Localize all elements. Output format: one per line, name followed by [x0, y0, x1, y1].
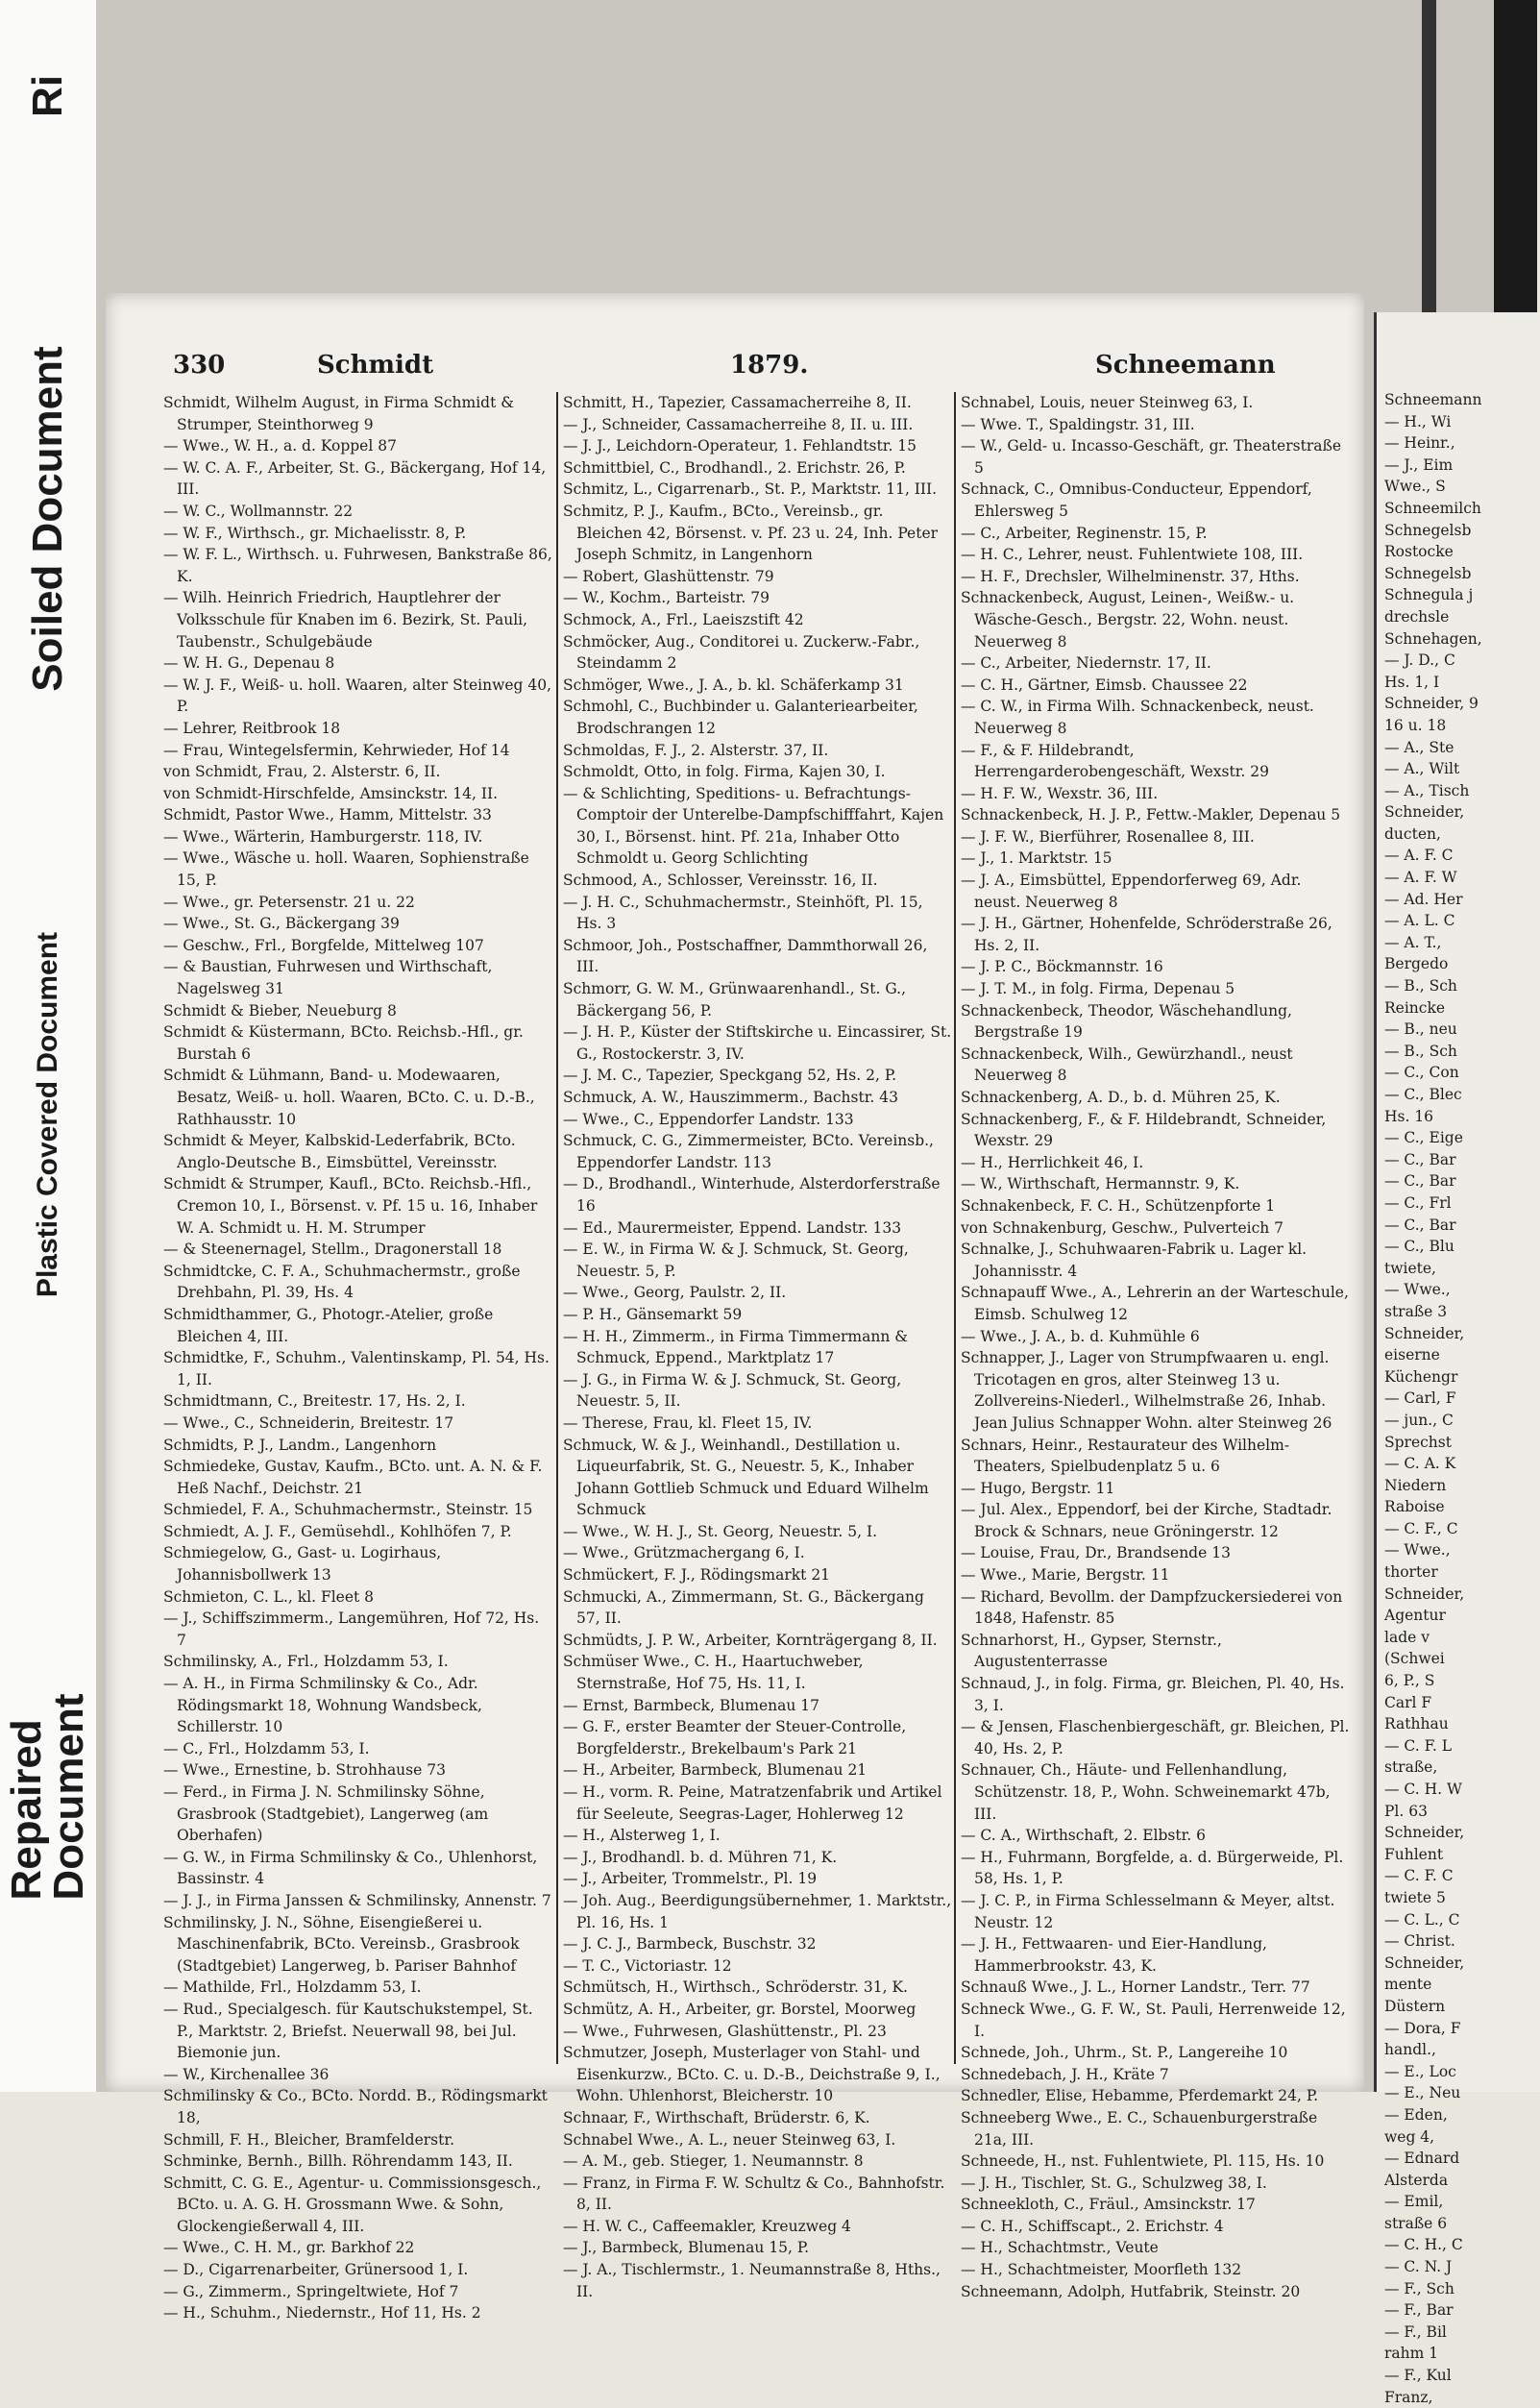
- directory-entry: — & Baustian, Fuhrwesen und Wirthschaft, Nagelsweg 31: [163, 958, 493, 998]
- directory-entry: — Wwe., St. G., Bäckergang 39: [163, 915, 400, 933]
- margin-label-repaired-line1: Repaired: [3, 1719, 50, 1901]
- directory-entry: Schmoldas, F. J., 2. Alsterstr. 37, II.: [563, 741, 829, 759]
- directory-entry: — J. A., Tischlermstr., 1. Neumannstraße 8, Hths., II.: [563, 2261, 941, 2300]
- facing-page-line: straße 6: [1384, 2214, 1448, 2232]
- directory-entry: Schmutzer, Joseph, Musterlager von Stahl- und Eisenkurzw., BCto. C. u. D.-B., Deichstraße 9, I., Wohn. Uhlenhorst, Bleicherstr. 10: [563, 2044, 941, 2105]
- facing-page-line: — Ad. Her: [1384, 890, 1463, 908]
- facing-page-line: — A. T.,: [1384, 933, 1442, 951]
- directory-entry: Schnedler, Elise, Hebamme, Pferdemarkt 24, P.: [961, 2087, 1319, 2105]
- facing-page-line: Schneider,: [1384, 1824, 1465, 1842]
- facing-page-line: — C., Blec: [1384, 1086, 1462, 1103]
- directory-entry: Schmidthammer, G., Photogr.-Atelier, große Bleichen 4, III.: [163, 1305, 494, 1345]
- directory-entry: — W., Kirchenallee 36: [163, 2065, 330, 2083]
- directory-entry: — Ferd., in Firma J. N. Schmilinsky Söhne, Grasbrook (Stadtgebiet), Langerweg (am Oberhafen): [163, 1783, 489, 1845]
- directory-entry: — H. H., Zimmerm., in Firma Timmermann & Schmuck, Eppend., Marktplatz 17: [563, 1327, 909, 1367]
- facing-page-line: — A., Ste: [1384, 738, 1454, 756]
- directory-entry: Schmüdts, J. P. W., Arbeiter, Kornträgergang 8, II.: [563, 1631, 938, 1649]
- facing-page-line: — jun., C: [1384, 1411, 1454, 1429]
- facing-page-line: Hs. 1, I: [1384, 673, 1440, 691]
- directory-entry: — W., Kochm., Barteistr. 79: [563, 589, 770, 607]
- facing-page-line: eiserne: [1384, 1346, 1440, 1364]
- directory-entry: Schmuck, C. G., Zimmermeister, BCto. Vereinsb., Eppendorfer Landstr. 113: [563, 1132, 934, 1171]
- facing-page-column: [1384, 389, 1482, 2408]
- directory-entry: Schmood, A., Schlosser, Vereinsstr. 16, II.: [563, 872, 878, 890]
- facing-page-line: — C., Bar: [1384, 1216, 1456, 1234]
- facing-page-line: Franz,: [1384, 2388, 1433, 2406]
- facing-page-line: — H., Wi: [1384, 412, 1452, 430]
- directory-entry: — H., Fuhrmann, Borgfelde, a. d. Bürgerweide, Pl. 58, Hs. 1, P.: [961, 1848, 1344, 1888]
- page-header: [173, 351, 1335, 385]
- directory-entry: Schmohl, C., Buchbinder u. Galanteriearbeiter, Brodschrangen 12: [563, 698, 918, 737]
- directory-entry: — W. F., Wirthsch., gr. Michaelisstr. 8, P.: [163, 524, 467, 542]
- directory-entry: Schmidt & Küstermann, BCto. Reichsb.-Hfl., gr. Burstah 6: [163, 1023, 524, 1063]
- facing-page-line: — E., Loc: [1384, 2062, 1456, 2080]
- directory-entry: Schnackenbeck, Wilh., Gewürzhandl., neust Neuerweg 8: [961, 1044, 1293, 1085]
- directory-entry: — C. W., in Firma Wilh. Schnackenbeck, neust. Neuerweg 8: [961, 698, 1314, 737]
- directory-entry: — W., Geld- u. Incasso-Geschäft, gr. Theaterstraße 5: [961, 437, 1341, 477]
- facing-page-line: straße 3: [1384, 1302, 1448, 1320]
- facing-page-line: Küchengr: [1384, 1367, 1458, 1386]
- directory-entry: — Lehrer, Reitbrook 18: [163, 719, 341, 737]
- directory-entry: Schmittbiel, C., Brodhandl., 2. Erichstr. 26, P.: [563, 458, 906, 477]
- directory-entry: — & Jensen, Flaschenbiergeschäft, gr. Bleichen, Pl. 40, Hs. 2, P.: [961, 1718, 1350, 1757]
- directory-entry: Schnaar, F., Wirthschaft, Brüderstr. 6, K.: [563, 2108, 870, 2126]
- facing-page-line: Schneider,: [1384, 1585, 1465, 1603]
- directory-entry: — H., vorm. R. Peine, Matratzenfabrik und Artikel für Seeleute, Seegras-Lager, Hohlerweg 12: [563, 1783, 942, 1823]
- scan-edge: [1494, 0, 1537, 317]
- facing-page-line: — Heinr.,: [1384, 434, 1455, 453]
- facing-page-line: Rostocke: [1384, 543, 1454, 561]
- directory-entry: — H., Schuhm., Niedernstr., Hof 11, Hs. 2: [163, 2304, 481, 2322]
- facing-page-line: twiete,: [1384, 1259, 1436, 1277]
- facing-page-line: Hs. 16: [1384, 1107, 1434, 1125]
- directory-entry: — W. C., Wollmannstr. 22: [163, 502, 354, 520]
- margin-label-soiled: Soiled Document: [24, 346, 71, 692]
- directory-entry: Schmitz, L., Cigarrenarb., St. P., Marktstr. 11, III.: [563, 480, 938, 499]
- column-2: [563, 392, 952, 2300]
- facing-page-line: — C., Blu: [1384, 1238, 1454, 1256]
- directory-entry: Schmitt, C. G. E., Agentur- u. Commissionsgesch., BCto. u. A. G. H. Grossmann Wwe. & Sohn, Glockengießerwall 4, III.: [163, 2174, 542, 2235]
- margin-label-repaired-line2: Document: [45, 1693, 92, 1901]
- directory-entry: — W. C. A. F., Arbeiter, St. G., Bäckergang, Hof 14, III.: [163, 458, 547, 499]
- binding-shadow: [1422, 0, 1436, 317]
- directory-entry: — J. H. C., Schuhmachermstr., Steinhöft, Pl. 15, Hs. 3: [563, 893, 923, 933]
- directory-entry: Schmoldt, Otto, in folg. Firma, Kajen 30, I.: [563, 763, 886, 781]
- left-running-head: Schmidt: [317, 351, 434, 380]
- facing-page-line: — A. F. C: [1384, 847, 1454, 865]
- facing-page-line: Schneemann: [1384, 391, 1482, 408]
- directory-entry: — G. F., erster Beamter der Steuer-Controlle, Borgfelderstr., Brekelbaum's Park 21: [563, 1718, 907, 1757]
- directory-entry: — Wwe., Grützmachergang 6, I.: [563, 1544, 805, 1562]
- directory-entry: — Hugo, Bergstr. 11: [961, 1479, 1115, 1497]
- directory-entry: Schnedebach, J. H., Kräte 7: [961, 2065, 1169, 2083]
- facing-page-line: — B., Sch: [1384, 1042, 1457, 1060]
- facing-page-line: Schneemilch: [1384, 499, 1481, 517]
- directory-entry: — H. F. W., Wexstr. 36, III.: [961, 784, 1159, 802]
- directory-entry: — Jul. Alex., Eppendorf, bei der Kirche, Stadtadr. Brock & Schnars, neue Gröningerstr. 12: [961, 1501, 1332, 1540]
- margin-label-top: Ri: [24, 75, 71, 117]
- directory-entry: — Wwe., W. H. J., St. Georg, Neuestr. 5, I.: [563, 1522, 877, 1540]
- facing-page-line: — B., Sch: [1384, 977, 1457, 995]
- facing-page-line: — F., Sch: [1384, 2279, 1454, 2297]
- directory-entry: Schmucki, A., Zimmermann, St. G., Bäckergang 57, II.: [563, 1587, 924, 1628]
- directory-entry: — W., Wirthschaft, Hermannstr. 9, K.: [961, 1175, 1240, 1193]
- directory-entry: Schmütz, A. H., Arbeiter, gr. Borstel, Moorweg: [563, 2000, 917, 2018]
- directory-entry: — J., Schneider, Cassamacherreihe 8, II. u. III.: [563, 415, 914, 433]
- facing-page-line: — Wwe.,: [1384, 1281, 1451, 1299]
- directory-entry: Schnackenberg, A. D., b. d. Mühren 25, K.: [961, 1089, 1281, 1106]
- directory-entry: — D., Brodhandl., Winterhude, Alsterdorferstraße 16: [563, 1175, 941, 1215]
- directory-entry: — C., Arbeiter, Reginenstr. 15, P.: [961, 524, 1208, 542]
- directory-entry: — J. H., Gärtner, Hohenfelde, Schröderstraße 26, Hs. 2, II.: [961, 915, 1332, 954]
- directory-entry: Schnalke, J., Schuhwaaren-Fabrik u. Lager kl. Johannisstr. 4: [961, 1241, 1308, 1280]
- directory-entry: — J. H. P., Küster der Stiftskirche u. Eincassirer, St. G., Rostockerstr. 3, IV.: [563, 1023, 952, 1063]
- facing-page-line: weg 4,: [1384, 2127, 1435, 2146]
- column-rule: [556, 392, 558, 2064]
- facing-page-line: — C. F. C: [1384, 1867, 1454, 1885]
- facing-page-line: Reincke: [1384, 998, 1446, 1017]
- column-3: [961, 392, 1350, 2300]
- directory-entry: Schmoor, Joh., Postschaffner, Dammthorwall 26, III.: [563, 936, 928, 976]
- directory-entry: Schmilinsky, J. N., Söhne, Eisengießerei u. Maschinenfabrik, BCto. Vereinsb., Grasbrook (Stadtgebiet) Langerweg, b. Pariser Bahnhof: [163, 1913, 520, 1975]
- facing-page-line: 6, P., S: [1384, 1672, 1435, 1690]
- facing-page-line: — Carl, F: [1384, 1389, 1456, 1408]
- directory-entry: — G., Zimmerm., Springeltwiete, Hof 7: [163, 2282, 459, 2300]
- directory-entry: von Schnakenburg, Geschw., Pulverteich 7: [961, 1218, 1284, 1237]
- directory-entry: — Wwe. T., Spaldingstr. 31, III.: [961, 415, 1195, 433]
- directory-entry: — C. H., Schiffscapt., 2. Erichstr. 4: [961, 2217, 1224, 2235]
- facing-page-line: Rathhau: [1384, 1715, 1449, 1733]
- facing-page-line: Schneider, 9: [1384, 695, 1479, 713]
- facing-page-line: Wwe., S: [1384, 478, 1446, 496]
- facing-page-line: — Dora, F: [1384, 2019, 1461, 2037]
- directory-entry: — Therese, Frau, kl. Fleet 15, IV.: [563, 1413, 813, 1432]
- facing-page-line: — A., Wilt: [1384, 760, 1460, 778]
- facing-page-line: — F., Bar: [1384, 2301, 1454, 2320]
- facing-page-line: mente: [1384, 1976, 1432, 1994]
- facing-page-line: — Christ.: [1384, 1932, 1455, 1951]
- directory-entry: — J. A., Eimsbüttel, Eppendorferweg 69, Adr. neust. Neuerweg 8: [961, 872, 1302, 911]
- directory-entry: — Wwe., Fuhrwesen, Glashüttenstr., Pl. 23: [563, 2022, 887, 2040]
- directory-entry: Schnede, Joh., Uhrm., St. P., Langereihe 10: [961, 2044, 1288, 2062]
- directory-entry: — H., Alsterweg 1, I.: [563, 1827, 721, 1845]
- facing-page-line: — B., neu: [1384, 1020, 1457, 1039]
- directory-entry: — J. C. J., Barmbeck, Buschstr. 32: [563, 1935, 817, 1953]
- directory-entry: — G. W., in Firma Schmilinsky & Co., Uhlenhorst, Bassinstr. 4: [163, 1848, 538, 1888]
- directory-entry: Schmidtmann, C., Breitestr. 17, Hs. 2, I.: [163, 1392, 466, 1411]
- directory-entry: Schnackenberg, F., & F. Hildebrandt, Schneider, Wexstr. 29: [961, 1110, 1327, 1150]
- facing-page-line: Raboise: [1384, 1498, 1445, 1516]
- facing-page-line: — A., Tisch: [1384, 781, 1470, 799]
- directory-entry: Schmüser Wwe., C. H., Haartuchweber, Sternstraße, Hof 75, Hs. 11, I.: [563, 1653, 864, 1693]
- facing-page-line: Schnegula j: [1384, 586, 1474, 604]
- facing-page-line: Alsterda: [1384, 2171, 1449, 2189]
- facing-page-line: twiete 5: [1384, 1888, 1446, 1906]
- directory-entry: — P. H., Gänsemarkt 59: [563, 1305, 743, 1323]
- directory-entry: Schnarhorst, H., Gypser, Sternstr., Augustenterrasse: [961, 1631, 1222, 1671]
- facing-page-line: 16 u. 18: [1384, 716, 1447, 734]
- directory-entry: — J. G., in Firma W. & J. Schmuck, St. Georg, Neuestr. 5, II.: [563, 1370, 902, 1411]
- directory-entry: — W. J. F., Weiß- u. holl. Waaren, alter Steinweg 40, P.: [163, 676, 552, 716]
- facing-page-line: — C., Eige: [1384, 1129, 1463, 1147]
- facing-page-line: Agentur: [1384, 1607, 1446, 1625]
- directory-entry: Schmückert, F. J., Rödingsmarkt 21: [563, 1566, 831, 1585]
- directory-entry: — J. H., Tischler, St. G., Schulzweg 38, I.: [961, 2174, 1267, 2192]
- directory-entry: Schmuck, W. & J., Weinhandl., Destillation u. Liqueurfabrik, St. G., Neuestr. 5, K., Inhaber Johann Gottlieb Schmuck und Eduard Wilhelm Schmuck: [563, 1436, 929, 1519]
- facing-page-line: Niedern: [1384, 1476, 1447, 1494]
- facing-page-line: — F., Kul: [1384, 2367, 1452, 2385]
- facing-page-line: ducten,: [1384, 824, 1441, 843]
- directory-entry: — T. C., Victoriastr. 12: [563, 1956, 732, 1975]
- directory-entry: Schmöcker, Aug., Conditorei u. Zuckerw.-Fabr., Steindamm 2: [563, 632, 920, 673]
- directory-entry: — J., Barmbeck, Blumenau 15, P.: [563, 2239, 810, 2257]
- directory-page: [106, 293, 1364, 2322]
- directory-entry: Schmidt, Wilhelm August, in Firma Schmidt & Strumper, Steinthorweg 9: [163, 394, 515, 433]
- directory-entry: — Wwe., J. A., b. d. Kuhmühle 6: [961, 1327, 1200, 1345]
- directory-entry: Schmieton, C. L., kl. Fleet 8: [163, 1587, 375, 1606]
- directory-entry: — Wwe., gr. Petersenstr. 21 u. 22: [163, 893, 415, 911]
- facing-page-line: — C. F. L: [1384, 1736, 1453, 1755]
- directory-entry: Schmiedeke, Gustav, Kaufm., BCto. unt. A. N. & F. Heß Nachf., Deichstr. 21: [163, 1458, 543, 1497]
- directory-entry: Schmiegelow, G., Gast- u. Logirhaus, Johannisbollwerk 13: [163, 1544, 442, 1585]
- facing-page-line: — C., Bar: [1384, 1150, 1456, 1168]
- directory-entry: — Mathilde, Frl., Holzdamm 53, I.: [163, 1978, 422, 1997]
- column-1: [163, 392, 552, 2322]
- facing-page-line: — J., Eim: [1384, 455, 1454, 474]
- directory-entry: Schneede, H., nst. Fuhlentwiete, Pl. 115, Hs. 10: [961, 2152, 1325, 2171]
- directory-entry: — J., Brodhandl. b. d. Mühren 71, K.: [563, 1848, 838, 1866]
- directory-entry: — F., & F. Hildebrandt, Herrengarderobengeschäft, Wexstr. 29: [961, 741, 1269, 781]
- directory-entry: Schnabel, Louis, neuer Steinweg 63, I.: [961, 394, 1254, 411]
- directory-entry: — A. H., in Firma Schmilinsky & Co., Adr. Rödingsmarkt 18, Wohnung Wandsbeck, Schillerstr. 10: [163, 1675, 482, 1736]
- facing-page-line: lade v: [1384, 1628, 1430, 1646]
- margin-label-plastic: Plastic Covered Document: [32, 931, 63, 1298]
- facing-page-line: Fuhlent: [1384, 1845, 1444, 1863]
- directory-entry: — Franz, in Firma F. W. Schultz & Co., Bahnhofstr. 8, II.: [563, 2174, 945, 2214]
- directory-entry: Schnauer, Ch., Häute- und Fellenhandlung, Schützenstr. 18, P., Wohn. Schweinemarkt 47b, III.: [961, 1761, 1331, 1823]
- facing-page-line: Bergedo: [1384, 955, 1449, 973]
- facing-page-line: — C. L., C: [1384, 1910, 1460, 1929]
- directory-entry: Schmiedt, A. J. F., Gemüsehdl., Kohlhöfen 7, P.: [163, 1522, 512, 1540]
- directory-entry: — J. J., Leichdorn-Operateur, 1. Fehlandtstr. 15: [563, 437, 917, 455]
- directory-entry: Schmütsch, H., Wirthsch., Schröderstr. 31, K.: [563, 1978, 908, 1997]
- directory-entry: — J. H., Fettwaaren- und Eier-Handlung, Hammerbrookstr. 43, K.: [961, 1935, 1267, 1975]
- facing-page-line: — C. A. K: [1384, 1455, 1456, 1473]
- directory-entry: Schmöger, Wwe., J. A., b. kl. Schäferkamp 31: [563, 676, 904, 694]
- directory-entry: — H., Arbeiter, Barmbeck, Blumenau 21: [563, 1761, 868, 1780]
- directory-entry: — Geschw., Frl., Borgfelde, Mittelweg 107: [163, 936, 484, 954]
- directory-entry: — C., Frl., Holzdamm 53, I.: [163, 1739, 370, 1757]
- facing-page-line: handl.,: [1384, 2041, 1436, 2059]
- directory-entry: Schneemann, Adolph, Hutfabrik, Steinstr. 20: [961, 2282, 1301, 2300]
- year-heading: 1879.: [730, 351, 809, 380]
- facing-page-line: Pl. 63: [1384, 1802, 1428, 1820]
- directory-entry: — J. F. W., Bierführer, Rosenallee 8, III.: [961, 827, 1255, 846]
- margin-labels: [0, 0, 96, 2092]
- facing-page-line: Schneider,: [1384, 1953, 1465, 1972]
- facing-page-line: straße,: [1384, 1758, 1438, 1777]
- facing-page-line: Schnegelsb: [1384, 564, 1472, 582]
- directory-entry: Schmitz, P. J., Kaufm., BCto., Vereinsb., gr. Bleichen 42, Börsenst. v. Pf. 23 u. 24, Inh. Peter Joseph Schmitz, in Langenhorn: [563, 502, 939, 564]
- facing-page-line: Schneider,: [1384, 1324, 1465, 1342]
- directory-entry: — Louise, Frau, Dr., Brandsende 13: [961, 1544, 1231, 1562]
- directory-entry: — Wwe., Marie, Bergstr. 11: [961, 1566, 1170, 1585]
- facing-page-line: — C., Con: [1384, 1064, 1459, 1082]
- directory-entry: — H. W. C., Caffeemakler, Kreuzweg 4: [563, 2217, 851, 2235]
- facing-page-line: — C. N. J: [1384, 2258, 1453, 2276]
- directory-entry: — Wwe., C. H. M., gr. Barkhof 22: [163, 2239, 415, 2257]
- facing-page-line: Düstern: [1384, 1997, 1446, 2015]
- directory-entry: — D., Cigarrenarbeiter, Grünersood 1, I.: [163, 2261, 469, 2279]
- facing-page-line: — C. H., C: [1384, 2236, 1463, 2254]
- facing-page-line: — Wwe.,: [1384, 1541, 1451, 1560]
- directory-entry: — A. M., geb. Stieger, 1. Neumannstr. 8: [563, 2152, 864, 2171]
- directory-entry: Schnackenbeck, August, Leinen-, Weißw.- u. Wäsche-Gesch., Bergstr. 22, Wohn. neust. Neuerweg 8: [961, 589, 1295, 651]
- directory-entry: von Schmidt, Frau, 2. Alsterstr. 6, II.: [163, 763, 441, 781]
- directory-entry: Schmuck, A. W., Hauszimmerm., Bachstr. 43: [563, 1089, 898, 1106]
- directory-entry: — Wwe., W. H., a. d. Koppel 87: [163, 437, 397, 455]
- column-rule: [954, 392, 956, 2064]
- directory-entry: Schmorr, G. W. M., Grünwaarenhandl., St. G., Bäckergang 56, P.: [563, 980, 907, 1020]
- directory-entry: — J., 1. Marktstr. 15: [961, 849, 1112, 868]
- facing-page-line: thorter: [1384, 1563, 1438, 1582]
- facing-page-line: — Ednard: [1384, 2150, 1460, 2168]
- facing-page-line: — C., Frl: [1384, 1193, 1452, 1212]
- directory-entry: — J. T. M., in folg. Firma, Depenau 5: [961, 980, 1235, 998]
- facing-page-line: — Emil,: [1384, 2193, 1444, 2211]
- directory-entry: — C. H., Gärtner, Eimsb. Chaussee 22: [961, 676, 1248, 694]
- margin-label-repaired: [3, 1693, 92, 1901]
- directory-entry: — H. C., Lehrer, neust. Fuhlentwiete 108, III.: [961, 546, 1304, 564]
- directory-entry: Schmidt & Strumper, Kaufl., BCto. Reichsb.-Hfl., Cremon 10, I., Börsenst. v. Pf. 15 u. 16, Inhaber W. A. Schmidt u. H. M. Strumper: [163, 1175, 538, 1237]
- directory-entry: Schmidt & Bieber, Neueburg 8: [163, 1001, 397, 1020]
- directory-entry: Schnackenbeck, Theodor, Wäschehandlung, Bergstraße 19: [961, 1001, 1292, 1042]
- directory-entry: Schmill, F. H., Bleicher, Bramfelderstr.: [163, 2130, 454, 2149]
- directory-entry: — H., Herrlichkeit 46, I.: [961, 1153, 1144, 1171]
- directory-entry: Schneeberg Wwe., E. C., Schauenburgerstraße 21a, III.: [961, 2108, 1318, 2149]
- facing-page-line: Schnehagen,: [1384, 629, 1482, 648]
- facing-page-line: — C. F., C: [1384, 1519, 1458, 1537]
- directory-entry: Schnackenbeck, H. J. P., Fettw.-Makler, Depenau 5: [961, 806, 1341, 824]
- directory-entry: Schmidt, Pastor Wwe., Hamm, Mittelstr. 33: [163, 806, 492, 824]
- directory-entry: Schmilinsky & Co., BCto. Nordd. B., Rödingsmarkt 18,: [163, 2087, 548, 2126]
- directory-entry: — J. C. P., in Firma Schlesselmann & Meyer, altst. Neustr. 12: [961, 1891, 1335, 1931]
- directory-entry: Schmidtke, F., Schuhm., Valentinskamp, Pl. 54, Hs. 1, II.: [163, 1349, 550, 1388]
- facing-page-fragment: [1374, 312, 1540, 2406]
- directory-entry: — H. F., Drechsler, Wilhelminenstr. 37, Hths.: [961, 567, 1300, 585]
- directory-entry: — J. J., in Firma Janssen & Schmilinsky, Annenstr. 7: [163, 1891, 551, 1909]
- directory-entry: Schnars, Heinr., Restaurateur des Wilhelm-Theaters, Spielbudenplatz 5 u. 6: [961, 1436, 1290, 1476]
- directory-entry: Schmitt, H., Tapezier, Cassamacherreihe 8, II.: [563, 394, 912, 411]
- directory-entry: Schmock, A., Frl., Laeiszstift 42: [563, 610, 804, 628]
- directory-entry: — C., Arbeiter, Niedernstr. 17, II.: [961, 654, 1211, 673]
- directory-entry: — J., Arbeiter, Trommelstr., Pl. 19: [563, 1870, 818, 1888]
- directory-entry: Schneekloth, C., Fräul., Amsinckstr. 17: [961, 2196, 1256, 2214]
- directory-entry: — Ed., Maurermeister, Eppend. Landstr. 133: [563, 1218, 902, 1237]
- facing-page-line: Schneider,: [1384, 803, 1465, 822]
- directory-entry: — Frau, Wintegelsfermin, Kehrwieder, Hof 14: [163, 741, 510, 759]
- directory-entry: Schnapper, J., Lager von Strumpfwaaren u. engl. Tricotagen en gros, alter Steinweg 13 u. Zollvereins-Niederl., Wilhelmstraße 26, Inhab. Jean Julius Schnapper Wohn. alter Steinweg 26: [961, 1349, 1332, 1432]
- facing-page-line: — F., Bil: [1384, 2322, 1447, 2341]
- facing-page-line: — A. L. C: [1384, 912, 1455, 930]
- facing-page-line: — Eden,: [1384, 2105, 1448, 2124]
- directory-entry: Schnabel Wwe., A. L., neuer Steinweg 63, I.: [563, 2130, 896, 2149]
- directory-entry: — J., Schiffszimmerm., Langemühren, Hof 72, Hs. 7: [163, 1609, 540, 1649]
- directory-entry: — Richard, Bevollm. der Dampfzuckersiederei von 1848, Hafenstr. 85: [961, 1587, 1343, 1628]
- directory-entry: Schneck Wwe., G. F. W., St. Pauli, Herrenweide 12, I.: [961, 2000, 1346, 2040]
- directory-entry: — E. W., in Firma W. & J. Schmuck, St. Georg, Neuestr. 5, P.: [563, 1241, 909, 1280]
- directory-entry: — Wilh. Heinrich Friedrich, Hauptlehrer der Volksschule für Knaben im 6. Bezirk, St. Pauli, Taubenstr., Schulgebäude: [163, 589, 528, 651]
- page-number: 330: [173, 351, 226, 380]
- directory-entry: — Wwe., C., Schneiderin, Breitestr. 17: [163, 1413, 454, 1432]
- facing-page-line: Sprechst: [1384, 1433, 1452, 1451]
- directory-entry: — Joh. Aug., Beerdigungsübernehmer, 1. Marktstr., Pl. 16, Hs. 1: [563, 1891, 952, 1931]
- directory-entry: — Wwe., Georg, Paulstr. 2, II.: [563, 1284, 787, 1302]
- directory-entry: Schnapauff Wwe., A., Lehrerin an der Warteschule, Eimsb. Schulweg 12: [961, 1284, 1349, 1323]
- directory-entry: Schmiedel, F. A., Schuhmachermstr., Steinstr. 15: [163, 1501, 533, 1519]
- facing-page-line: — E., Neu: [1384, 2084, 1461, 2102]
- directory-entry: — Wwe., Wärterin, Hamburgerstr. 118, IV.: [163, 827, 483, 846]
- facing-page-line: — C. H. W: [1384, 1781, 1462, 1798]
- directory-entry: — Ernst, Barmbeck, Blumenau 17: [563, 1696, 819, 1714]
- directory-entry: Schnauß Wwe., J. L., Horner Landstr., Terr. 77: [961, 1978, 1310, 1997]
- directory-entry: von Schmidt-Hirschfelde, Amsinckstr. 14, II.: [163, 784, 498, 802]
- directory-entry: Schmidt & Meyer, Kalbskid-Lederfabrik, BCto. Anglo-Deutsche B., Eimsbüttel, Vereinsstr.: [163, 1132, 516, 1171]
- directory-entry: — H., Schachtmeister, Moorfleth 132: [961, 2261, 1242, 2279]
- right-running-head: Schneemann: [1095, 351, 1276, 380]
- facing-page-line: Carl F: [1384, 1693, 1432, 1711]
- directory-entry: — C. A., Wirthschaft, 2. Elbstr. 6: [961, 1827, 1206, 1845]
- facing-page-line: — J. D., C: [1384, 651, 1455, 670]
- facing-page-line: (Schwei: [1384, 1650, 1445, 1668]
- facing-page-line: Schnegelsb: [1384, 521, 1472, 539]
- facing-page-line: — A. F. W: [1384, 869, 1457, 887]
- directory-entry: — W. H. G., Depenau 8: [163, 654, 335, 673]
- directory-entry: Schmilinsky, A., Frl., Holzdamm 53, I.: [163, 1653, 449, 1671]
- directory-entry: Schnaud, J., in folg. Firma, gr. Bleichen, Pl. 40, Hs. 3, I.: [961, 1675, 1345, 1714]
- directory-entry: — & Steenernagel, Stellm., Dragonerstall 18: [163, 1241, 502, 1259]
- directory-entry: Schmidts, P. J., Landm., Langenhorn: [163, 1436, 437, 1454]
- directory-entry: Schnakenbeck, F. C. H., Schützenpforte 1: [961, 1196, 1276, 1215]
- directory-entry: — Wwe., Wäsche u. holl. Waaren, Sophienstraße 15, P.: [163, 849, 529, 890]
- directory-entry: — Rud., Specialgesch. für Kautschukstempel, St. P., Marktstr. 2, Briefst. Neuerwall 98, bei Jul. Biemonie jun.: [163, 2000, 533, 2062]
- directory-entry: — H., Schachtmstr., Veute: [961, 2239, 1159, 2257]
- directory-entry: — J. M. C., Tapezier, Speckgang 52, Hs. 2, P.: [563, 1067, 897, 1085]
- directory-entry: Schnack, C., Omnibus-Conducteur, Eppendorf, Ehlersweg 5: [961, 480, 1312, 520]
- directory-entry: — W. F. L., Wirthsch. u. Fuhrwesen, Bankstraße 86, K.: [163, 546, 552, 585]
- scanned-spread: [96, 0, 1537, 2406]
- facing-page-line: rahm 1: [1384, 2345, 1439, 2363]
- directory-entry: — J. P. C., Böckmannstr. 16: [961, 958, 1163, 976]
- facing-page-line: drechsle: [1384, 607, 1450, 626]
- facing-page-line: — C., Bar: [1384, 1172, 1456, 1191]
- directory-entry: — Robert, Glashüttenstr. 79: [563, 567, 774, 585]
- directory-entry: — Wwe., C., Eppendorfer Landstr. 133: [563, 1110, 854, 1128]
- directory-entry: Schmidtcke, C. F. A., Schuhmachermstr., große Drehbahn, Pl. 39, Hs. 4: [163, 1262, 521, 1302]
- directory-entry: Schminke, Bernh., Billh. Röhrendamm 143, II.: [163, 2152, 513, 2171]
- directory-entry: — & Schlichting, Speditions- u. Befrachtungs-Comptoir der Unterelbe-Dampfschifffahrt, Kajen 30, I., Börsenst. hint. Pf. 21a, Inhaber Otto Schmoldt u. Georg Schlichting: [563, 784, 944, 868]
- directory-entry: — Wwe., Ernestine, b. Strohhause 73: [163, 1761, 446, 1780]
- directory-entry: Schmidt & Lühmann, Band- u. Modewaaren, Besatz, Weiß- u. holl. Waaren, BCto. C. u. D.-B., Rathhausstr. 10: [163, 1067, 535, 1128]
